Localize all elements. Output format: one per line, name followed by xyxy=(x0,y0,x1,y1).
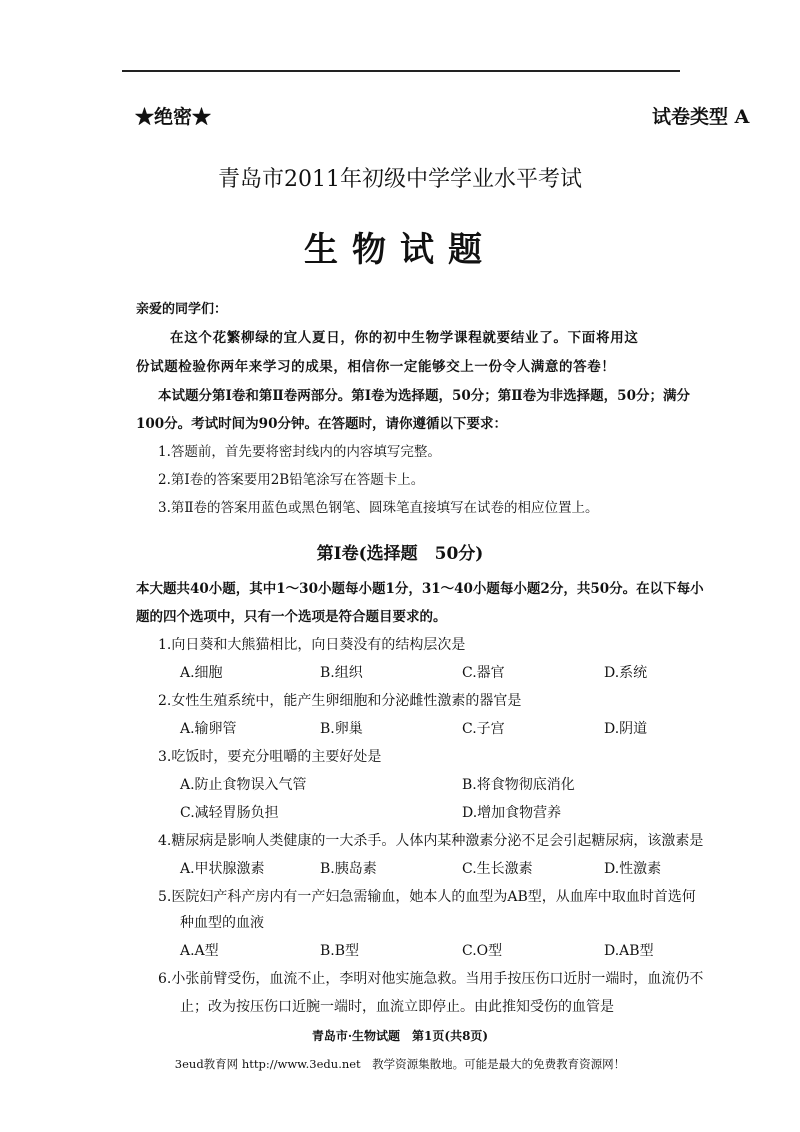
question-stem: 5.医院妇产科产房内有一产妇急需输血，她本人的血型为AB型，从血库中取血时首选何 xyxy=(158,889,696,905)
question-stem: 6.小张前臂受伤，血流不止，李明对他实施急救。当用手按压伤口近肘一端时，血流仍不 xyxy=(158,971,704,987)
question-option: B.胰岛素 xyxy=(320,861,377,877)
section-desc-line-2: 题的四个选项中，只有一个选项是符合题目要求的。 xyxy=(136,609,447,625)
question-option: C.O型 xyxy=(462,943,503,959)
question-option: C.生长激素 xyxy=(462,861,533,877)
instruction-item: 1.答题前，首先要将密封线内的内容填写完整。 xyxy=(158,444,441,460)
question-option: C.子宫 xyxy=(462,721,505,737)
source-watermark: 3eud教育网 http://www.3edu.net 教学资源集散地。可能是最大的免费教育资源网！ xyxy=(174,1057,626,1071)
intro-line-2: 份试题检验你两年来学习的成果，相信你一定能够交上一份令人满意的答卷！ xyxy=(136,359,616,375)
intro-line-1: 在这个花繁柳绿的宜人夏日，你的初中生物学课程就要结业了。下面将用这 xyxy=(170,330,639,346)
question-option: C.器官 xyxy=(462,665,505,681)
question-stem-continued: 种血型的血液 xyxy=(180,915,264,931)
question-option: A.防止食物误入气管 xyxy=(180,777,307,793)
question-option: B.卵巢 xyxy=(320,721,363,737)
question-stem: 3.吃饭时，要充分咀嚼的主要好处是 xyxy=(158,749,382,765)
question-option: B.将食物彻底消化 xyxy=(462,777,575,793)
question-option: B.B型 xyxy=(320,943,360,959)
top-rule xyxy=(122,70,680,72)
subject-title: 生物试题 xyxy=(304,230,496,270)
instruction-item: 2.第Ⅰ卷的答案要用2B铅笔涂写在答题卡上。 xyxy=(158,472,425,488)
question-stem: 4.糖尿病是影响人类健康的一大杀手。人体内某种激素分泌不足会引起糖尿病，该激素是 xyxy=(158,833,704,849)
question-option: D.AB型 xyxy=(604,943,654,959)
question-option: A.细胞 xyxy=(180,665,223,681)
question-option: C.减轻胃肠负担 xyxy=(180,805,279,821)
question-option: D.增加食物营养 xyxy=(462,805,562,821)
greeting: 亲爱的同学们： xyxy=(136,302,228,317)
question-option: A.A型 xyxy=(180,943,219,959)
question-option: D.性激素 xyxy=(604,861,662,877)
instructions-line-2: 100分。考试时间为90分钟。在答题时，请你遵循以下要求： xyxy=(136,416,507,432)
page-footer-title: 青岛市·生物试题 第1页(共8页) xyxy=(311,1029,489,1043)
exam-title: 青岛市2011年初级中学学业水平考试 xyxy=(218,167,582,192)
question-option: B.组织 xyxy=(320,665,363,681)
question-option: D.系统 xyxy=(604,665,648,681)
question-stem-continued: 止；改为按压伤口近腕一端时，血流立即停止。由此推知受伤的血管是 xyxy=(180,999,614,1015)
question-option: D.阴道 xyxy=(604,721,648,737)
question-option: A.甲状腺激素 xyxy=(180,861,265,877)
question-stem: 1.向日葵和大熊猫相比，向日葵没有的结构层次是 xyxy=(158,637,466,653)
section-desc-line-1: 本大题共40小题，其中1～30小题每小题1分，31～40小题每小题2分，共50分。在以下每小 xyxy=(136,581,704,597)
question-stem: 2.女性生殖系统中，能产生卵细胞和分泌雌性激素的器官是 xyxy=(158,693,522,709)
instructions-line-1: 本试题分第Ⅰ卷和第Ⅱ卷两部分。第Ⅰ卷为选择题，50分；第Ⅱ卷为非选择题，50分；满分 xyxy=(158,388,690,404)
section-heading: 第Ⅰ卷(选择题 50分) xyxy=(316,544,484,564)
instruction-item: 3.第Ⅱ卷的答案用蓝色或黑色钢笔、圆珠笔直接填写在试卷的相应位置上。 xyxy=(158,500,599,516)
question-option: A.输卵管 xyxy=(180,721,237,737)
paper-type: 试卷类型 A xyxy=(652,106,750,128)
confidential-mark: ★绝密★ xyxy=(135,106,212,128)
